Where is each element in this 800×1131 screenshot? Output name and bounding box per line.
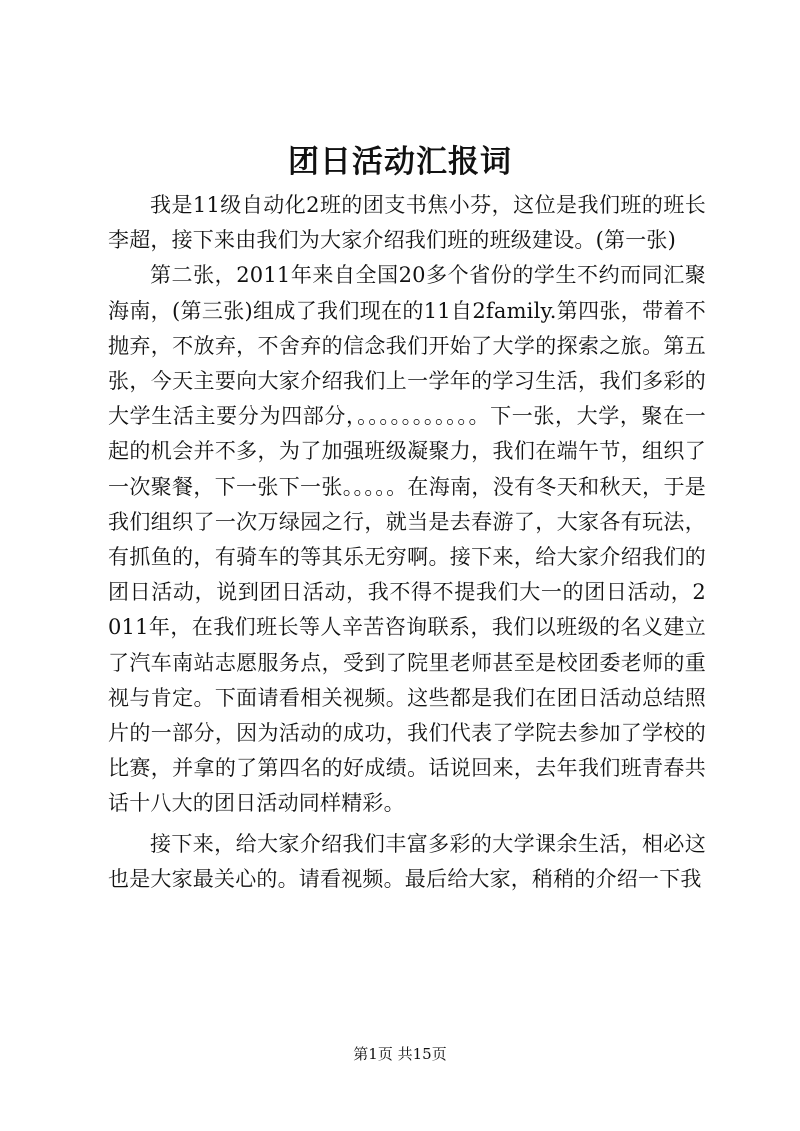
paragraph-intro: 我是11级自动化2班的团支书焦小芬，这位是我们班的班长李超，接下来由我们为大家介绍我们班的班级建设。(第一张) bbox=[108, 193, 706, 253]
paragraph-main: 第二张，2011年来自全国20多个省份的学生不约而同汇聚海南，(第三张)组成了我们现在的11自2family.第四张，带着不抛弃，不放弃，不舍弃的信念我们开始了大学的探索之旅。第五张，今天主要向大家介绍我们上一学年的学习生活，我们多彩的大学生活主要分为四部分，。。。。。。。。。。。下一张，大学，聚在一起的机会并不多，为了加强班级凝聚力，我们在端午节，组织了一次聚餐，下一张下一张。。。。。在海南，没有冬天和秋天，于是我们组织了一次万绿园之行，就当是去春游了，大家各有玩法，有抓鱼的，有骑车的等其乐无穷啊。接下来，给大家介绍我们的团日活动，说到团日活动，我不得不提我们大一的团日活动，2011年，在我们班长等人辛苦咨询联系，我们以班级的名义建立了汽车南站志愿服务点，受到了院里老师甚至是校团委老师的重视与肯定。下面请看相关视频。这些都是我们在团日活动总结照片的一部分，因为活动的成功，我们代表了学院去参加了学校的比赛，并拿的了第四名的好成绩。话说回来，去年我们班青春共话十八大的团日活动同样精彩。 bbox=[108, 263, 706, 816]
document-title: 团日活动汇报词 bbox=[288, 144, 512, 180]
paragraph-closing: 接下来，给大家介绍我们丰富多彩的大学课余生活，相必这也是大家最关心的。请看视频。最后给大家，稍稍的介绍一下我 bbox=[108, 831, 706, 891]
document-body bbox=[108, 188, 706, 897]
page-footer: 第1页 共15页 bbox=[353, 1045, 447, 1063]
